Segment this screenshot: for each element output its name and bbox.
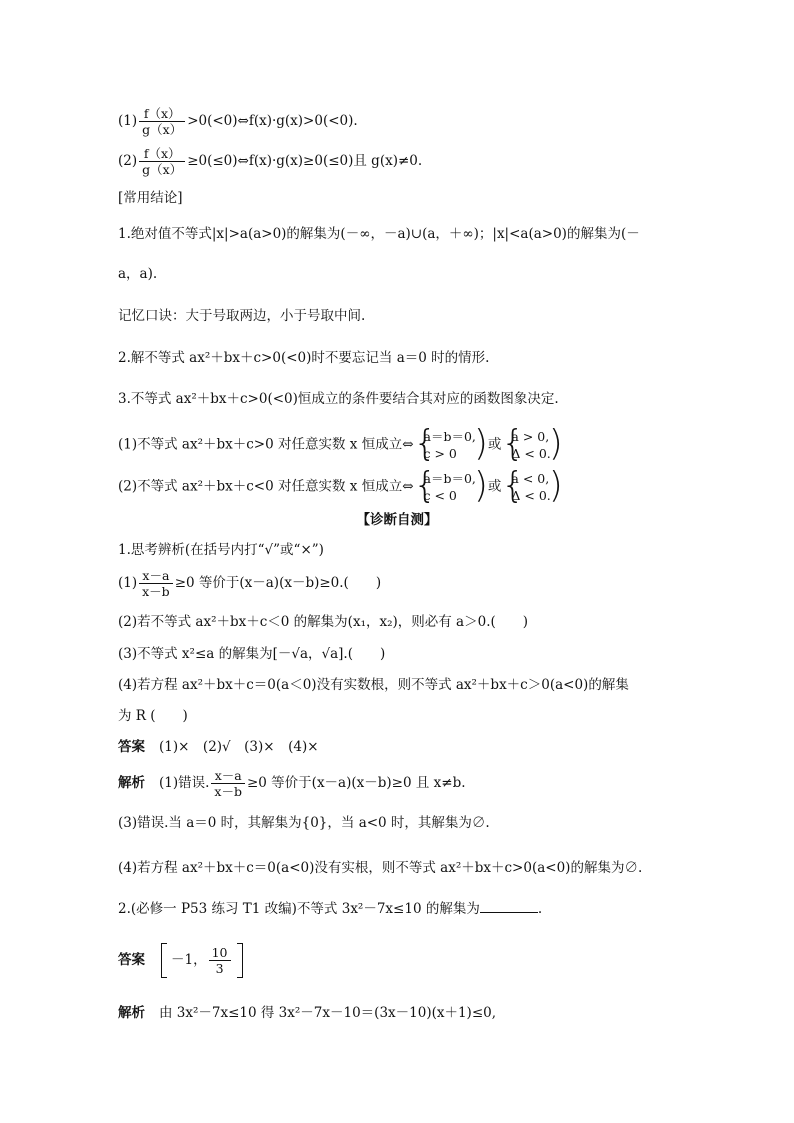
- answer-1: [118, 737, 319, 757]
- condition-2: [118, 470, 563, 504]
- conclusion-1: 1.绝对值不等式|x|>a(a>0)的解集为(－∞，－a)∪(a，＋∞)；|x|<a(a>0)的解集为(－: [118, 226, 640, 242]
- question-1: 1.思考辨析(在括号内打“√”或“×”): [118, 542, 324, 558]
- case-row: { a＝b＝0,: [423, 429, 476, 444]
- analysis-text: 由 3x²－7x≤10 得 3x²－7x－10＝(3x－10)(x＋1)≤0,: [159, 1005, 497, 1021]
- case-row: Δ < 0.: [511, 488, 551, 503]
- case-system: [501, 428, 562, 462]
- fraction: [139, 146, 185, 177]
- case-row: c > 0: [423, 446, 457, 461]
- case-system: [414, 428, 488, 462]
- item-number: (2): [118, 153, 138, 169]
- question-1-item-3: (3)不等式 x²≤a 的解集为[－√a，√a].( ): [118, 646, 386, 662]
- question-text: 2.(必修一 P53 练习 T1 改编)不等式 3x²－7x≤10 的解集为: [118, 901, 480, 917]
- answer-blank: [480, 898, 538, 913]
- analysis-label: 解析: [118, 1005, 145, 1021]
- analysis-label: 解析: [118, 775, 145, 791]
- conclusion-1-cont: a，a).: [118, 266, 158, 282]
- formula-text: ≥0 等价于(x－a)(x－b)≥0.( ): [174, 575, 382, 591]
- answer-label: 答案: [118, 952, 145, 968]
- fraction: [211, 768, 245, 799]
- analysis-1: [118, 768, 466, 799]
- case-system: [414, 470, 488, 504]
- numerator: 10: [209, 945, 231, 961]
- denominator: x－b: [214, 784, 242, 799]
- denominator: g（x）: [142, 162, 183, 177]
- question-1-item-2: (2)若不等式 ax²＋bx＋c＜0 的解集为(x₁，x₂)，则必有 a＞0.( ): [118, 614, 529, 630]
- case-system: [501, 470, 562, 504]
- conclusion-3: 3.不等式 ax²＋bx＋c>0(<0)恒成立的条件要结合其对应的函数图象决定.: [118, 391, 559, 407]
- analysis-2: [118, 1003, 496, 1023]
- condition-1: [118, 428, 563, 462]
- memory-tip: 记忆口诀：大于号取两边，小于号取中间.: [118, 308, 366, 324]
- section-heading-conclusions: [常用结论]: [118, 190, 183, 206]
- diagnostic-heading: 【诊断自测】: [356, 512, 438, 528]
- answer-2: [118, 945, 245, 976]
- fraction: [139, 568, 173, 599]
- analysis-1-item-4: (4)若方程 ax²＋bx＋c＝0(a<0)没有实根，则不等式 ax²＋bx＋c>0(a<0)的解集为∅.: [118, 860, 643, 876]
- case-row: c < 0: [423, 488, 457, 503]
- question-1-item-4: (4)若方程 ax²＋bx＋c＝0(a＜0)没有实数根，则不等式 ax²＋bx＋c＞0(a<0)的解集: [118, 677, 629, 693]
- analysis-1-item-3: (3)错误.当 a＝0 时，其解集为{0}，当 a<0 时，其解集为∅.: [118, 815, 490, 831]
- case-row: { a < 0,: [511, 471, 550, 486]
- item-number: (1): [118, 113, 138, 129]
- answer-label: 答案: [118, 739, 145, 755]
- or-text: 或: [487, 478, 502, 495]
- analysis-text: (1)错误.: [159, 775, 210, 791]
- case-row: Δ < 0.: [511, 446, 551, 461]
- numerator: x－a: [211, 768, 245, 784]
- answer-text: (1)× (2)√ (3)× (4)×: [159, 739, 319, 755]
- question-1-item-4-cont: 为 R ( ): [118, 708, 188, 724]
- condition-text: (1)不等式 ax²＋bx＋c>0 对任意实数 x 恒成立⇔: [118, 436, 414, 453]
- question-1-item-1: [118, 568, 381, 599]
- numerator: f（x）: [139, 106, 185, 122]
- formula-text: ≥0(≤0)⇔f(x)·g(x)≥0(≤0)且 g(x)≠0.: [187, 153, 423, 169]
- numerator: x－a: [139, 568, 173, 584]
- or-text: 或: [487, 436, 502, 453]
- line-fraction-1: [118, 106, 358, 137]
- case-row: { a＝b＝0,: [423, 471, 476, 486]
- item-number: (1): [118, 575, 138, 591]
- formula-text: >0(<0)⇔f(x)·g(x)>0(<0).: [187, 113, 358, 129]
- condition-text: (2)不等式 ax²＋bx＋c<0 对任意实数 x 恒成立⇔: [118, 478, 414, 495]
- case-row: { a > 0,: [511, 429, 550, 444]
- fraction: [209, 945, 231, 976]
- fraction: [139, 106, 185, 137]
- analysis-text: ≥0 等价于(x－a)(x－b)≥0 且 x≠b.: [246, 775, 466, 791]
- line-fraction-2: [118, 146, 422, 177]
- question-text: .: [537, 901, 543, 917]
- denominator: x－b: [142, 584, 170, 599]
- conclusion-2: 2.解不等式 ax²＋bx＋c>0(<0)时不要忘记当 a＝0 时的情形.: [118, 350, 490, 366]
- denominator: 3: [215, 961, 224, 976]
- interval-bracket: [159, 945, 245, 976]
- question-2: [118, 898, 542, 919]
- numerator: f（x）: [139, 146, 185, 162]
- interval-left: －1，: [171, 952, 207, 968]
- denominator: g（x）: [142, 122, 183, 137]
